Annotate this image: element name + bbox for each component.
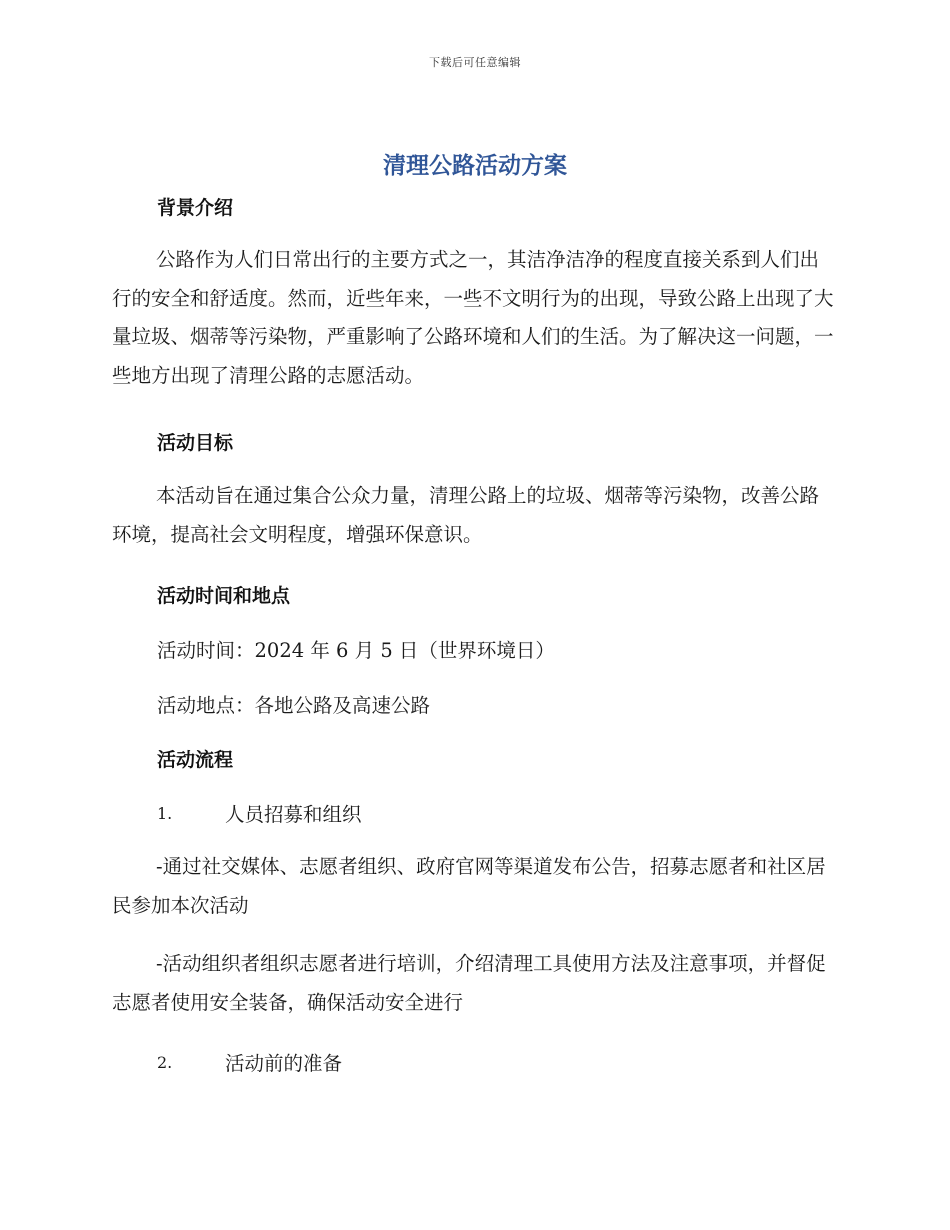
list-item-label: 人员招募和组织 xyxy=(225,803,362,826)
list-item-label: 活动前的准备 xyxy=(225,1052,343,1075)
paragraph-goal: 本活动旨在通过集合公众力量，清理公路上的垃圾、烟蒂等污染物，改善公路环境，提高社会文明程度，增强环保意识。 xyxy=(112,484,820,546)
process-detail: -活动组织者组织志愿者进行培训，介绍清理工具使用方法及注意事项，并督促志愿者使用安全装备，确保活动安全进行 xyxy=(112,952,826,1014)
list-item-number: 1. xyxy=(157,804,173,823)
activity-place: 活动地点：各地公路及高速公路 xyxy=(157,694,431,717)
document-title: 清理公路活动方案 xyxy=(383,153,567,179)
paragraph-background: 公路作为人们日常出行的主要方式之一，其洁净洁净的程度直接关系到人们出行的安全和舒适度。然而，近些年来，一些不文明行为的出现，导致公路上出现了大量垃圾、烟蒂等污染物，严重影响了公路环境和人们的生活。为了解决这一问题，一些地方出现了清理公路的志愿活动。 xyxy=(112,248,834,387)
activity-time: 活动时间：2024 年 6 月 5 日（世界环境日） xyxy=(157,639,555,662)
process-detail: -通过社交媒体、志愿者组织、政府官网等渠道发布公告，招募志愿者和社区居民参加本次活动 xyxy=(112,855,826,917)
heading-time-place: 活动时间和地点 xyxy=(157,585,291,607)
page-header-note: 下载后可任意编辑 xyxy=(429,56,521,69)
heading-goal: 活动目标 xyxy=(157,432,234,454)
list-item-number: 2. xyxy=(157,1053,173,1072)
heading-background: 背景介绍 xyxy=(157,197,234,219)
heading-process: 活动流程 xyxy=(157,749,234,771)
